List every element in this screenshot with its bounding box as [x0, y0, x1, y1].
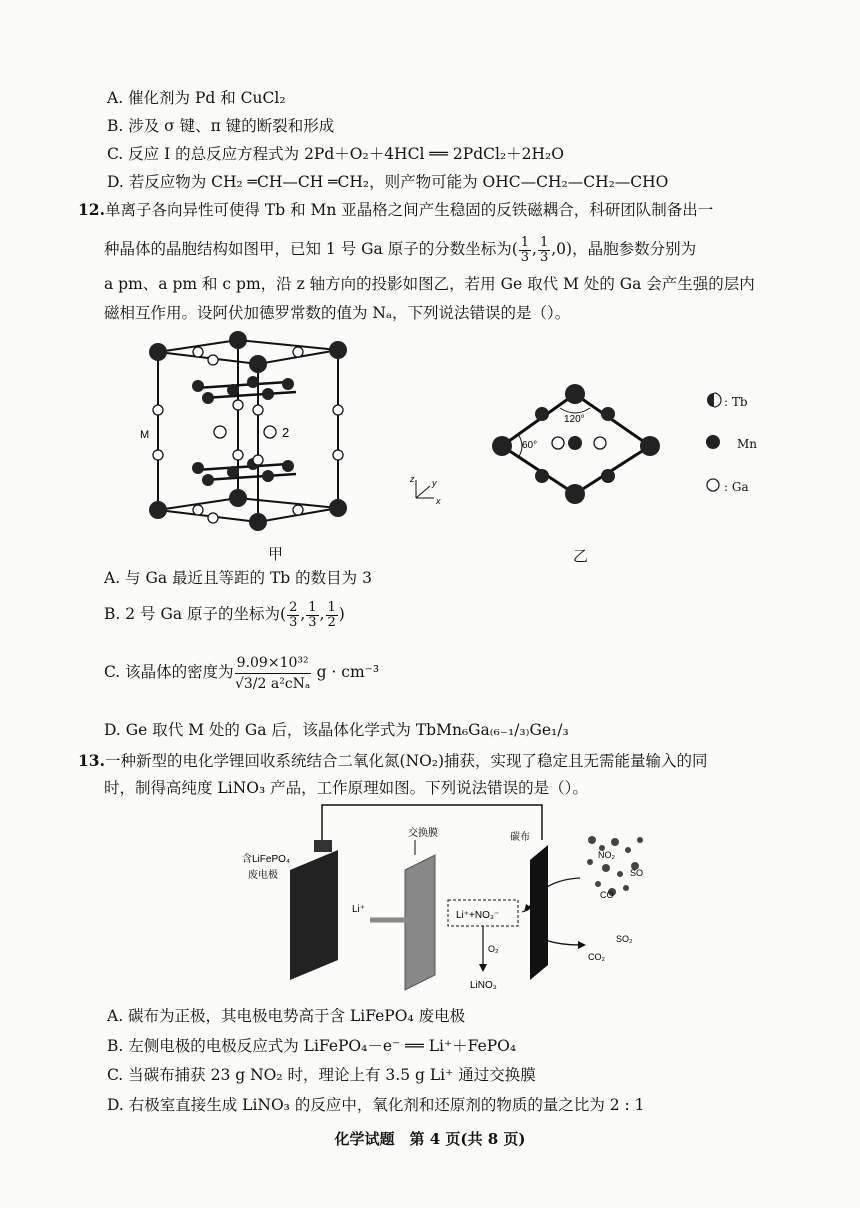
legend-mn-label: Mn [737, 437, 758, 451]
svg-text:碳布: 碳布 [510, 832, 530, 843]
q11-option-b: B. 涉及 σ 键、π 键的断裂和形成 [107, 117, 335, 135]
q13-option-b: B. 左侧电极的电极反应式为 LiFePO₄－e⁻ ══ Li⁺＋FePO₄ [107, 1037, 517, 1055]
q12-stem-line1: 12.单离子各向异性可使得 Tb 和 Mn 亚晶格之间产生稳固的反铁磁耦合，科研团队制备出一 [78, 200, 714, 219]
label-2: 2 [282, 425, 290, 440]
page-footer: 化学试题 第 4 页(共 8 页) [334, 1130, 526, 1148]
q11-option-d: D. 若反应物为 CH₂ ═CH—CH ═CH₂，则产物可能为 OHC—CH₂—CH₂—CHO [107, 173, 669, 191]
svg-text:LiNO₃: LiNO₃ [470, 980, 497, 991]
q12-option-d: D. Ge 取代 M 处的 Ga 后，该晶体化学式为 TbMn₆Ga₍₆₋₁/₃₎Ge₁/₃ [104, 721, 569, 739]
q13-option-c: C. 当碳布捕获 23 g NO₂ 时，理论上有 3.5 g Li⁺ 通过交换膜 [107, 1066, 536, 1084]
svg-text:废电极: 废电极 [248, 870, 278, 881]
electrochemical-diagram [240, 800, 660, 1000]
q13-option-d: D. 右极室直接生成 LiNO₃ 的反应中，氧化剂和还原剂的物质的量之比为 2 : 1 [107, 1096, 645, 1114]
q12-option-b: B. 2 号 Ga 原子的坐标为( $\frac{2}{3}$ , $\frac{1}{3}$ , $\frac{1}{2}$ ) [104, 599, 345, 630]
svg-text:Li⁺: Li⁺ [352, 904, 366, 915]
q11-option-c: C. 反应 Ⅰ 的总反应方程式为 2Pd＋O₂＋4HCl ══ 2PdCl₂＋2H₂O [107, 145, 564, 163]
legend-ga-icon [705, 477, 721, 493]
q12-stem-line3: a pm、a pm 和 c pm，沿 z 轴方向的投影如图乙，若用 Ge 取代 M 处的 Ga 会产生强的层内 [104, 275, 755, 293]
svg-text:CO₂: CO₂ [588, 952, 605, 962]
figure-b-caption: 乙 [573, 547, 589, 565]
q11-option-a: A. 催化剂为 Pd 和 CuCl₂ [107, 89, 286, 107]
fraction: $\frac{1}{3}$ [520, 234, 530, 265]
q12-option-c: C. 该晶体的密度为 $\frac{\text{9.09×10³²}}{\text{√3/2 a²cNₐ}}$ g · cm⁻³ [104, 654, 380, 692]
q12-option-a: A. 与 Ga 最近且等距的 Tb 的数目为 3 [104, 569, 372, 587]
projection-figure [490, 376, 660, 506]
q12-stem-line4: 磁相互作用。设阿伏加德罗常数的值为 Nₐ，下列说法错误的是（）。 [104, 304, 571, 322]
q13-option-a: A. 碳布为正极，其电极电势高于含 LiFePO₄ 废电极 [107, 1007, 466, 1025]
q13-stem-line1: 13.一种新型的电化学锂回收系统结合二氧化氮(NO₂)捕获，实现了稳定且无需能量输入的同 [78, 751, 708, 770]
svg-text:SO₂: SO₂ [616, 934, 633, 944]
fraction: $\frac{1}{3}$ [539, 234, 549, 265]
svg-text:y: y [432, 478, 437, 488]
axes-icon [408, 472, 444, 506]
legend-tb-label: : Tb [724, 395, 748, 409]
q12-number: 12. [78, 200, 105, 219]
legend-ga-label: : Ga [724, 480, 749, 494]
legend-mn-icon [705, 434, 721, 450]
legend-tb-icon [706, 392, 722, 408]
angle-120: 120° [564, 414, 585, 425]
svg-text:含LiFePO₄: 含LiFePO₄ [242, 854, 290, 865]
svg-text:NO₂: NO₂ [598, 850, 615, 860]
label-m: M [140, 429, 150, 441]
figure-a-caption: 甲 [268, 545, 284, 563]
angle-60: 60° [522, 440, 538, 451]
svg-text:x: x [436, 496, 441, 506]
svg-text:Li⁺+NO₃⁻: Li⁺+NO₃⁻ [456, 910, 500, 921]
svg-text:z: z [410, 474, 415, 484]
svg-text:O₂: O₂ [488, 944, 499, 954]
q13-number: 13. [78, 751, 105, 770]
crystal-cell-figure [138, 330, 360, 535]
svg-text:CO: CO [600, 890, 614, 900]
q13-stem-line2: 时，制得高纯度 LiNO₃ 产品，工作原理如图。下列说法错误的是（）。 [104, 779, 588, 797]
svg-text:交换膜: 交换膜 [408, 828, 438, 839]
svg-text:SO: SO [630, 868, 644, 878]
q12-stem-line2: 种晶体的晶胞结构如图甲，已知 1 号 Ga 原子的分数坐标为( $\frac{1}{3}$ , $\frac{1}{3}$ ,0)，晶胞参数分别为 [104, 234, 697, 265]
